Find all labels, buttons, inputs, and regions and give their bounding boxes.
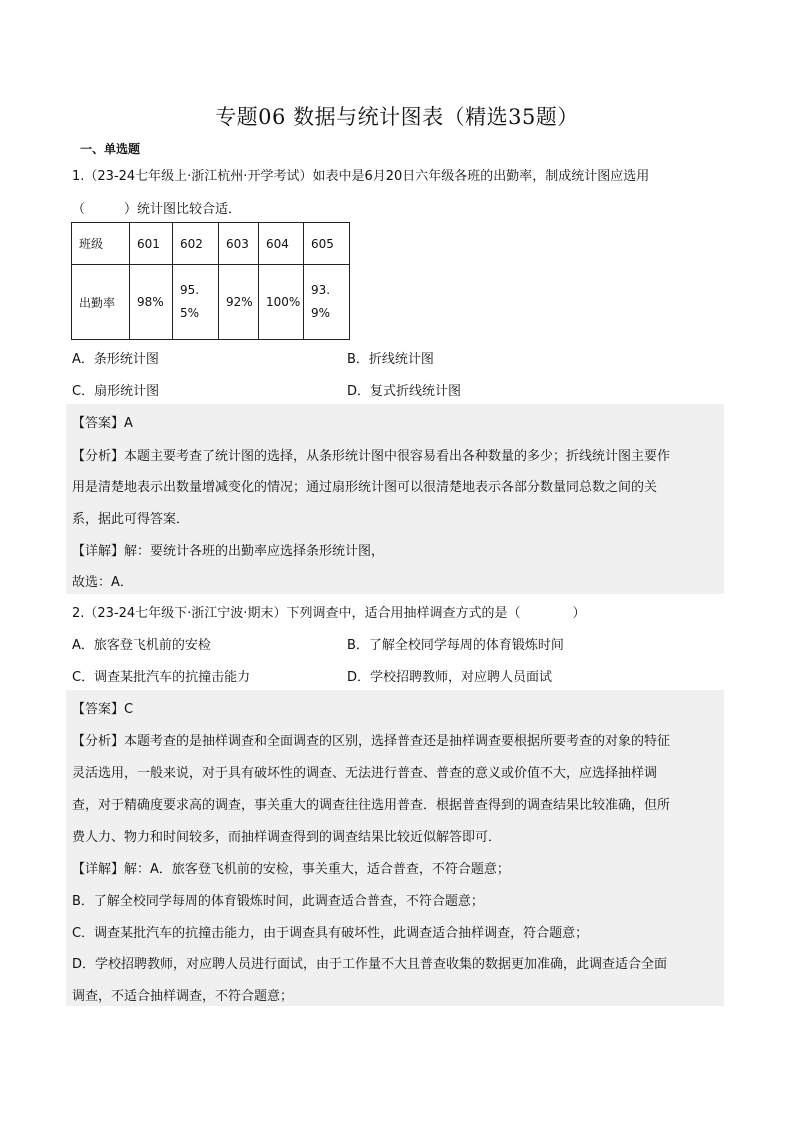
q1-analysis-line: 系，据此可得答案． [72,512,190,527]
q1-solution-block [66,404,724,594]
q2-option-b: B．了解全校同学每周的体育锻炼时间 [347,638,564,653]
q2-detail-line: 调查，不适合抽样调查，不符合题意； [72,989,294,1004]
rate-text: 93.9% [311,283,331,320]
table-class-601: 601 [130,223,173,265]
q2-stem: 2.（23-24七年级下·浙江宁波·期末）下列调查中，适合用抽样调查方式的是（ ） [72,606,586,621]
q2-analysis-line: 费人力、物力和时间较多，而抽样调查得到的调查结果比较近似解答即可． [72,830,502,845]
attendance-table [71,222,350,340]
q1-analysis-line: 用是清楚地表示出数量增减变化的情况；通过扇形统计图可以很清楚地表示各部分数量同总数之间的关 [72,480,658,495]
table-rate-601: 98% [130,265,173,340]
section-heading: 一、单选题 [80,142,141,156]
q2-detail-line: C．调查某批汽车的抗撞击能力，由于调查具有破坏性，此调查适合抽样调查，符合题意； [72,926,589,941]
rate-text: 95.5% [180,283,200,320]
q1-option-d: D．复式折线统计图 [347,384,462,399]
q1-stem-line1: 1.（23-24七年级上·浙江杭州·开学考试）如表中是6月20日六年级各班的出勤率，制成统计图应选用 [72,169,650,184]
q2-option-a: A．旅客登飞机前的安检 [72,638,211,653]
q2-option-d: D．学校招聘教师，对应聘人员面试 [347,670,553,685]
table-row [72,223,350,265]
table-class-605: 605 [304,223,350,265]
table-rate-604: 100% [259,265,304,340]
q1-option-a: A．条形统计图 [72,352,159,367]
q1-analysis-line: 【分析】本题主要考查了统计图的选择，从条形统计图中很容易看出各种数量的多少；折线统计图主要作 [72,449,671,464]
q2-analysis-line: 灵活选用，一般来说，对于具有破坏性的调查、无法进行普查、普查的意义或价值不大，应选择抽样调 [72,766,658,781]
table-class-604: 604 [259,223,304,265]
q1-stem-line2: （ ）统计图比较合适． [72,202,242,217]
table-class-603: 603 [219,223,259,265]
q1-detail-line: 故选：A． [72,575,133,590]
q2-detail-line: B．了解全校同学每周的体育锻炼时间，此调查适合普查，不符合题意； [72,894,484,909]
q2-analysis-line: 查，对于精确度要求高的调查，事关重大的调查往往选用普查．根据普查得到的调查结果比较准确，但所 [72,798,671,813]
page-title: 专题06 数据与统计图表（精选35题） [215,105,579,129]
q1-option-b: B．折线统计图 [347,352,434,367]
table-row-label: 出勤率 [72,265,130,340]
q2-detail-line: D．学校招聘教师，对应聘人员进行面试，由于工作量不大且普查收集的数据更加准确，此调查适合全面 [72,957,668,972]
table-rate-602 [173,265,219,340]
table-row [72,265,350,340]
q2-analysis-line: 【分析】本题考查的是抽样调查和全面调查的区别，选择普查还是抽样调查要根据所要考查的对象的特征 [72,734,671,749]
q2-detail-line: 【详解】解：A．旅客登飞机前的安检，事关重大，适合普查，不符合题意； [72,862,510,877]
table-class-602: 602 [173,223,219,265]
table-rate-605 [304,265,350,340]
q1-option-c: C．扇形统计图 [72,384,160,399]
q2-option-c: C．调查某批汽车的抗撞击能力 [72,670,251,685]
q1-detail-line: 【详解】解：要统计各班的出勤率应选择条形统计图， [72,544,385,559]
table-header-label: 班级 [72,223,130,265]
q2-answer: 【答案】C [72,702,134,717]
q1-answer: 【答案】A [72,416,133,431]
table-rate-603: 92% [219,265,259,340]
